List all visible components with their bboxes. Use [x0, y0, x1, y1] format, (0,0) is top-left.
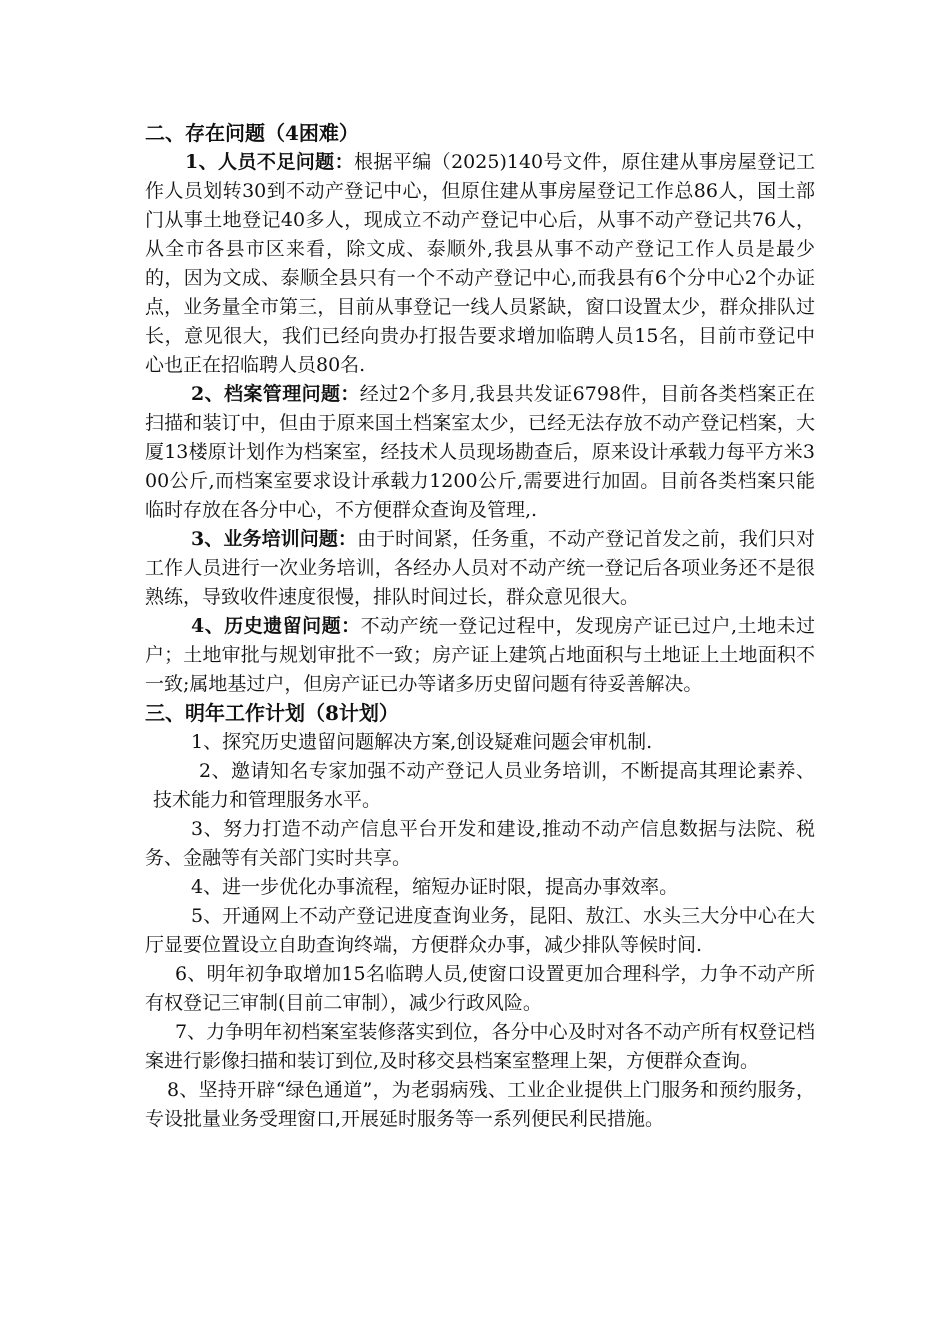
section-heading-problems: 二、存在问题（4困难） [145, 121, 359, 145]
problem-item-2-body: 经过2个多月,我县共发证6798件，目前各类档案正在扫描和装订中，但由于原来国土档案室太少，已经无法存放不动产登记档案，大厦13楼原计划作为档案室，经技术人员现场勘查后，原来设计承载力每平方米300公斤,而档案室要求设计承载力1200公斤,需要进行加固。目前各类档案只能临时存放在各分中心，不方便群众查询及管理,. [145, 383, 815, 521]
plan-item-7: 7、力争明年初档案室装修落实到位，各分中心及时对各不动产所有权登记档案进行影像扫描和装订到位,及时移交县档案室整理上架，方便群众查询。 [145, 1021, 815, 1072]
plan-item-2: 2、邀请知名专家加强不动产登记人员业务培训，不断提高其理论素养、技术能力和管理服务水平。 [153, 760, 815, 811]
problem-item-1 [145, 148, 815, 380]
plan-item-3: 3、努力打造不动产信息平台开发和建设,推动不动产信息数据与法院、税务、金融等有关部门实时共享。 [145, 818, 815, 869]
plan-item-8: 8、坚持开辟“绿色通道”，为老弱病残、工业企业提供上门服务和预约服务，专设批量业务受理窗口,开展延时服务等一系列便民利民措施。 [145, 1079, 815, 1130]
plan-item-4: 4、进一步优化办事流程，缩短办证时限，提高办事效率。 [191, 876, 679, 898]
problem-item-4 [145, 612, 815, 699]
document-body [145, 119, 815, 1134]
problem-item-3 [145, 525, 815, 612]
plan-item-6: 6、明年初争取增加15名临聘人员,使窗口设置更加合理科学，力争不动产所有权登记三审制(目前二审制），减少行政风险。 [145, 963, 815, 1014]
section-heading-plan: 三、明年工作计划（8计划） [145, 701, 399, 725]
problem-item-2 [145, 380, 815, 525]
plan-item-1: 1、探究历史遗留问题解决方案,创设疑难问题会审机制. [191, 731, 653, 753]
problem-item-3-body: 由于时间紧，任务重，不动产登记首发之前，我们只对工作人员进行一次业务培训，各经办人员对不动产统一登记后各项业务还不是很熟练，导致收件速度很慢，排队时间过长，群众意见很大。 [145, 528, 815, 608]
problem-item-1-title: 1、人员不足问题： [185, 151, 354, 173]
problem-item-2-title: 2、档案管理问题： [191, 383, 360, 405]
problem-item-1-body: 根据平编（2025)140号文件，原住建从事房屋登记工作人员划转30到不动产登记中心，但原住建从事房屋登记工作总86人，国土部门从事土地登记40多人，现成立不动产登记中心后，从事不动产登记共76人，从全市各县市区来看，除文成、泰顺外,我县从事不动产登记工作人员是最少的，因为文成、泰顺全县只有一个不动产登记中心,而我县有6个分中心2个办证点，业务量全市第三，目前从事登记一线人员紧缺，窗口设置太少，群众排队过长，意见很大，我们已经向贵办打报告要求增加临聘人员15名，目前市登记中心也正在招临聘人员80名. [145, 151, 815, 376]
problem-item-4-title: 4、历史遗留问题： [191, 615, 361, 637]
plan-item-5: 5、开通网上不动产登记进度查询业务，昆阳、敖江、水头三大分中心在大厅显要位置设立自助查询终端，方便群众办事，减少排队等候时间. [145, 905, 815, 956]
problem-item-3-title: 3、业务培训问题： [191, 528, 357, 550]
problem-item-4-body: 不动产统一登记过程中，发现房产证已过户,土地未过户；土地审批与规划审批不一致；房产证上建筑占地面积与土地证上土地面积不一致;属地基过户，但房产证已办等诸多历史留问题有待妥善解决。 [145, 615, 815, 695]
